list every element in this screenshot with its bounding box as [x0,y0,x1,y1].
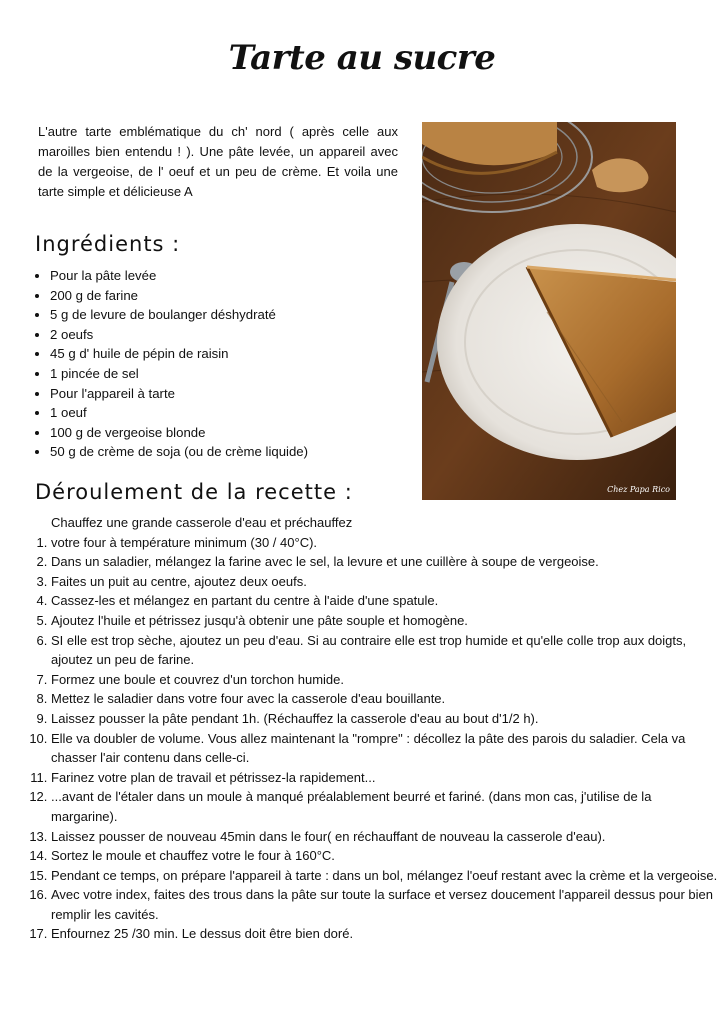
ingredient-item: • 100 g de vergeoise blonde [50,423,308,443]
step-item: 9. Laissez pousser la pâte pendant 1h. (Réchauffez la casserole d'eau au bout d'1/2 h). [51,709,721,729]
step-item: 12. ...avant de l'étaler dans un moule à manqué préalablement beurré et fariné. (dans mon cas, j'utilise de la margarine). [51,787,721,826]
ingredients-list [30,266,308,462]
ingredient-item: • Pour l'appareil à tarte [50,384,308,404]
ingredient-item: • 2 oeufs [50,325,308,345]
page-title: Tarte au sucre [228,38,496,78]
step-item: 11. Farinez votre plan de travail et pétrissez-la rapidement... [51,768,721,788]
step-item: 13. Laissez pousser de nouveau 45min dans le four( en réchauffant de nouveau la casserole d'eau). [51,827,721,847]
step-item: 5. Ajoutez l'huile et pétrissez jusqu'à obtenir une pâte souple et homogène. [51,611,721,631]
step-item: 3. Faites un puit au centre, ajoutez deux oeufs. [51,572,721,592]
ingredient-item: • 1 oeuf [50,403,308,423]
step-item: 1. Chauffez une grande casserole d'eau et préchauffez votre four à température minimum (30 / 40°C). [51,513,721,552]
step-item: 8. Mettez le saladier dans votre four avec la casserole d'eau bouillante. [51,689,721,709]
ingredient-item: • 1 pincée de sel [50,364,308,384]
step-item: 17. Enfournez 25 /30 min. Le dessus doit être bien doré. [51,924,721,944]
step-item: 16. Avec votre index, faites des trous dans la pâte sur toute la surface et versez doucement l'appareil dessus pour bien remplir les cavités. [51,885,721,924]
step-item: 2. Dans un saladier, mélangez la farine avec le sel, la levure et une cuillère à soupe de vergeoise. [51,552,721,572]
ingredient-item: • 5 g de levure de boulanger déshydraté [50,305,308,325]
directions-list [10,513,721,944]
ingredient-item: • 200 g de farine [50,286,308,306]
photo-watermark: Chez Papa Rico [607,485,670,494]
step-item: 10. Elle va doubler de volume. Vous allez maintenant la "rompre" : décollez la pâte des parois du saladier. Cela va chasser l'air contenu dans celle-ci. [51,729,721,768]
tart-photo [422,122,676,500]
ingredient-item: • 45 g d' huile de pépin de raisin [50,344,308,364]
intro-paragraph: L'autre tarte emblématique du ch' nord ( après celle aux maroilles bien entendu ! ). Une pâte levée, un appareil avec de la vergeoise, de l' oeuf et un peu de crème. Et voila une tarte simple et délicieuse A [38,124,398,199]
step-item: 6. SI elle est trop sèche, ajoutez un peu d'eau. Si au contraire elle est trop humide et qu'elle colle trop aux doigts, ajoutez un peu de farine. [51,631,721,670]
ingredient-item: • 50 g de crème de soja (ou de crème liquide) [50,442,308,462]
ingredients-heading: Ingrédients : [35,232,181,256]
step-item: 14. Sortez le moule et chauffez votre le four à 160°C. [51,846,721,866]
directions-heading: Déroulement de la recette : [35,480,353,504]
step-item: 4. Cassez-les et mélangez en partant du centre à l'aide d'une spatule. [51,591,721,611]
step-item: 7. Formez une boule et couvrez d'un torchon humide. [51,670,721,690]
ingredient-item: • Pour la pâte levée [50,266,308,286]
step-item: 15. Pendant ce temps, on prépare l'appareil à tarte : dans un bol, mélangez l'oeuf restant avec la crème et la vergeoise. [51,866,721,886]
